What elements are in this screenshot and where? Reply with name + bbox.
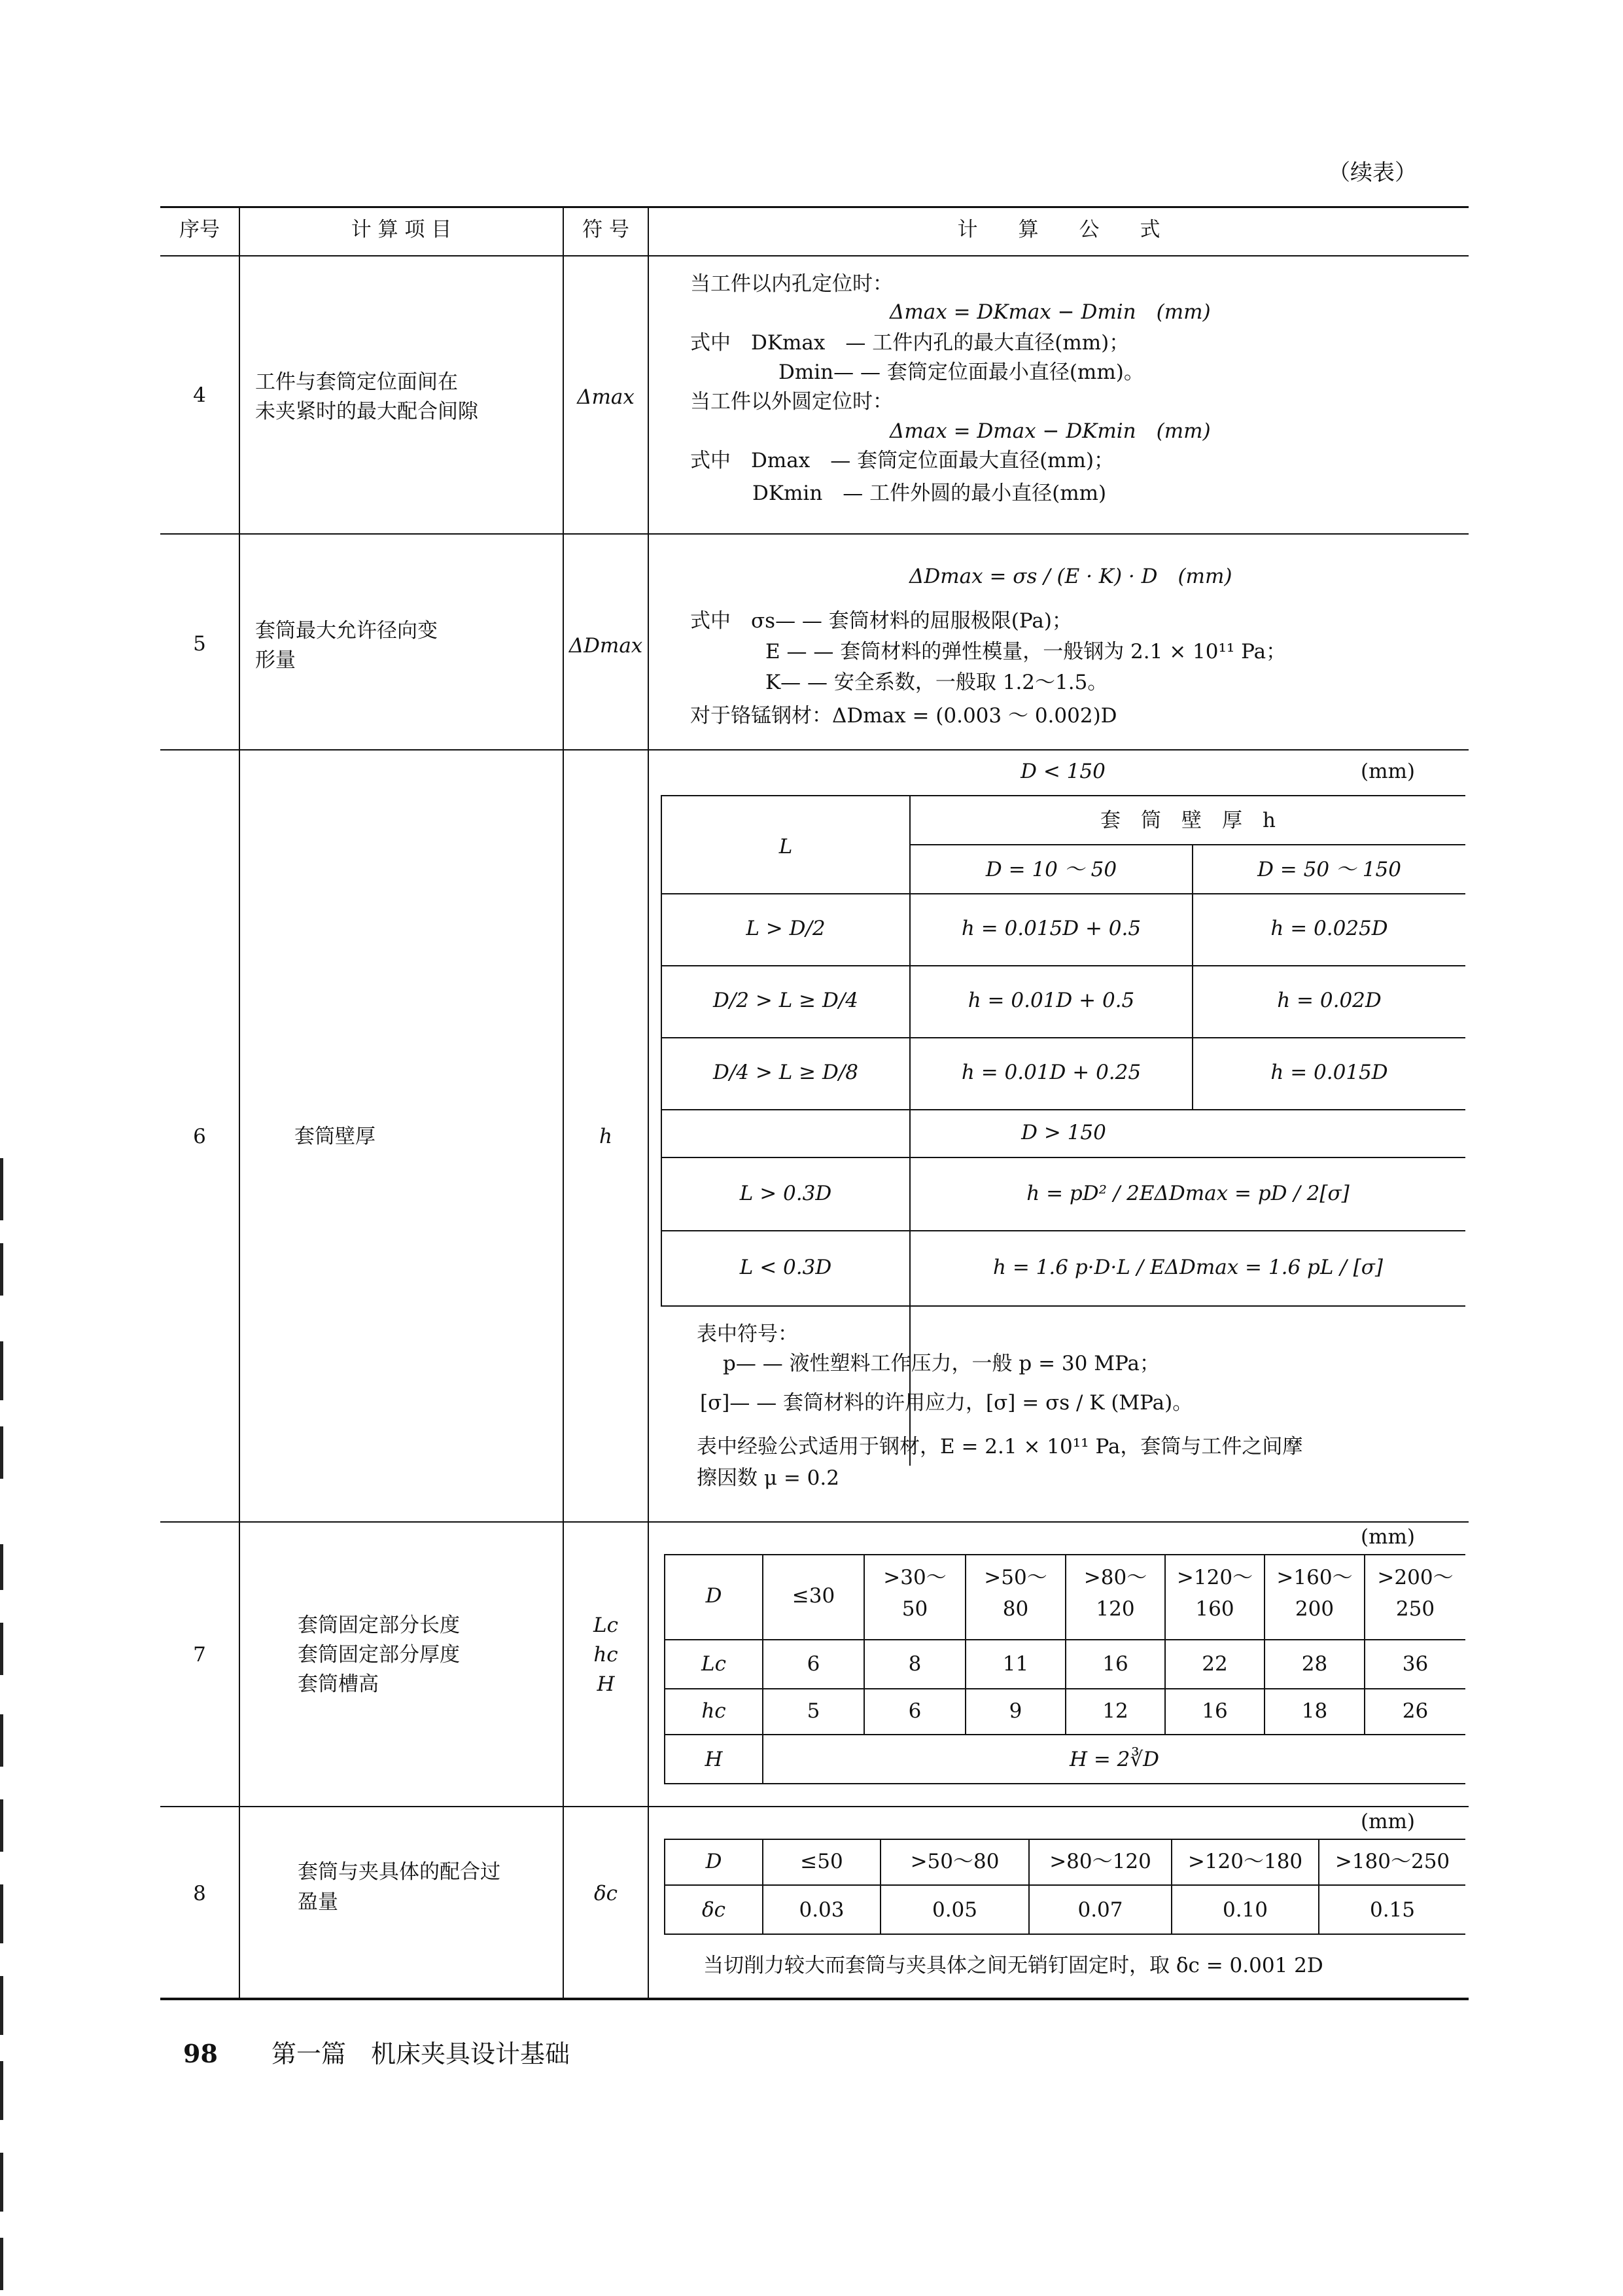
row5-main-formula: ΔDmax = σs / (E · K) · D (mm) <box>909 565 1232 588</box>
row4-line: 式中 DKmax — 工件内孔的最大直径(mm)； <box>690 331 1130 355</box>
d-label: D <box>705 1850 722 1873</box>
margin-mark <box>0 1799 3 1852</box>
table-bottom-rule <box>160 1998 1469 2000</box>
cond-cell: D/4 > L ≥ D/8 <box>713 1061 858 1084</box>
d-value: 50 <box>901 1597 928 1621</box>
row5-item-line1: 套筒最大允许径向变 <box>255 619 438 643</box>
margin-mark <box>0 1884 3 1943</box>
d-value: >50～80 <box>910 1850 1000 1873</box>
inner-rule <box>661 1230 1465 1231</box>
lc-value: 8 <box>908 1652 922 1676</box>
row5-item-line2: 形量 <box>255 648 296 672</box>
d-label: D <box>705 1584 722 1608</box>
margin-mark <box>0 1544 3 1590</box>
inner-rule <box>661 965 1465 966</box>
inner-rule <box>661 1157 1465 1158</box>
h-cell: h = 0.025D <box>1270 917 1388 940</box>
inner-rule <box>664 1884 1465 1886</box>
row-rule <box>160 533 1469 535</box>
d-value: >160～ <box>1276 1566 1353 1589</box>
delta-value: 0.03 <box>799 1898 845 1922</box>
margin-mark <box>0 2238 3 2290</box>
h-formula-cell: h = pD² / 2EΔDmax = pD / 2[σ] <box>1026 1182 1350 1205</box>
inner-rule <box>911 844 1465 845</box>
inner-rule <box>664 1734 1465 1735</box>
inner-rule <box>661 1305 1465 1307</box>
row6-small-title: D < 150 <box>1021 760 1106 783</box>
note-line: [σ]— — 套筒材料的许用应力，[σ] = σs / K (MPa)。 <box>700 1391 1193 1415</box>
row7-item-line: 套筒固定部分长度 <box>298 1614 460 1637</box>
row4-line: DKmin — 工件外圆的最小直径(mm) <box>752 482 1107 505</box>
margin-mark <box>0 2153 3 2212</box>
note-line: 表中经验公式适用于钢材，E = 2.1 × 10¹¹ Pa，套筒与工件之间摩 <box>697 1435 1303 1458</box>
lc-value: 16 <box>1102 1652 1128 1676</box>
row4-item-line2: 未夹紧时的最大配合间隙 <box>255 400 478 423</box>
lc-value: 36 <box>1402 1652 1429 1676</box>
note-line: 擦因数 μ = 0.2 <box>697 1466 839 1490</box>
lc-value: 6 <box>807 1652 820 1676</box>
delta-value: 0.10 <box>1222 1898 1268 1922</box>
d-value: 250 <box>1395 1597 1435 1621</box>
margin-mark <box>0 1623 3 1675</box>
margin-mark <box>0 1426 3 1479</box>
row7-item-line: 套筒槽高 <box>298 1672 379 1696</box>
delta-label: δc <box>701 1898 726 1922</box>
inner-rule <box>661 893 1465 894</box>
lc-value: 11 <box>1002 1652 1029 1676</box>
delta-value: 0.15 <box>1369 1898 1416 1922</box>
row8-item-line2: 盈量 <box>298 1890 338 1914</box>
row8-note: 当切削力较大而套筒与夹具体之间无销钉固定时，取 δc = 0.001 2D <box>703 1954 1323 1977</box>
row8-no: 8 <box>193 1882 206 1905</box>
hc-value: 12 <box>1102 1699 1128 1723</box>
col-divider <box>563 206 564 1999</box>
header-item: 计 算 项 目 <box>351 218 452 241</box>
row5-line: 式中 σs— — 套筒材料的屈服极限(Pa)； <box>690 609 1072 633</box>
h-cell: h = 0.01D + 0.5 <box>968 989 1135 1012</box>
row8-item-line1: 套筒与夹具体的配合过 <box>298 1860 500 1884</box>
cond-cell: L > 0.3D <box>739 1182 832 1205</box>
note-line: p— — 液性塑料工作压力，一般 p = 30 MPa； <box>723 1352 1160 1375</box>
row7-symbol: Lc <box>593 1614 618 1637</box>
d-value: ≤50 <box>800 1850 843 1873</box>
row-rule <box>160 749 1469 751</box>
inner-rule <box>664 1783 1465 1784</box>
lc-value: 28 <box>1301 1652 1328 1676</box>
table-top-rule <box>160 206 1469 208</box>
row6-large-title: D > 150 <box>1021 1121 1106 1144</box>
row6-symbol: h <box>599 1125 612 1148</box>
row4-no: 4 <box>193 383 206 407</box>
h-cell: h = 0.02D <box>1277 989 1382 1012</box>
row5-no: 5 <box>193 632 206 656</box>
hc-value: 9 <box>1009 1699 1022 1723</box>
h-cell: h = 0.015D + 0.5 <box>961 917 1142 940</box>
row-rule <box>160 1521 1469 1523</box>
hc-label: hc <box>701 1699 726 1723</box>
row4-line: 当工件以外圆定位时： <box>690 390 893 414</box>
hc-value: 5 <box>807 1699 820 1723</box>
margin-mark <box>0 1976 3 2035</box>
margin-mark <box>0 1341 3 1400</box>
d-value: >120～180 <box>1187 1850 1303 1873</box>
row4-line: Dmin— — 套筒定位面最小直径(mm)。 <box>778 361 1144 384</box>
row8-symbol: δc <box>593 1882 618 1905</box>
h-cell: h = 0.01D + 0.25 <box>961 1061 1142 1084</box>
h-formula: H = 2∛D <box>1069 1748 1160 1771</box>
col1-header: D = 10 ～ 50 <box>985 858 1117 881</box>
header-formula: 计 算 公 式 <box>957 218 1161 241</box>
row6-unit: (mm) <box>1361 760 1415 783</box>
hc-value: 16 <box>1202 1699 1228 1723</box>
continued-label: （续表） <box>1328 160 1417 186</box>
margin-mark <box>0 2061 3 2120</box>
row4-line: Δmax = Dmax − DKmin (mm) <box>890 419 1211 443</box>
hc-value: 26 <box>1402 1699 1429 1723</box>
d-value: >180～250 <box>1335 1850 1450 1873</box>
d-value: >80～ <box>1083 1566 1147 1589</box>
col-divider <box>648 206 649 1999</box>
d-value: ≤30 <box>792 1584 835 1608</box>
row6-no: 6 <box>193 1125 206 1148</box>
d-value: >30～ <box>883 1566 947 1589</box>
row-rule <box>160 1806 1469 1807</box>
inner-rule <box>661 1037 1465 1038</box>
row4-line: Δmax = DKmax − Dmin (mm) <box>890 300 1211 324</box>
row4-symbol: Δmax <box>577 385 635 409</box>
d-value: 80 <box>1002 1597 1029 1621</box>
margin-mark <box>0 1714 3 1767</box>
row7-symbol: hc <box>593 1643 618 1667</box>
header-no: 序号 <box>179 218 220 241</box>
inner-rule <box>664 1839 1465 1840</box>
d-value: >120～ <box>1176 1566 1253 1589</box>
col-divider <box>239 206 240 1999</box>
row4-line: 式中 Dmax — 套筒定位面最大直径(mm)； <box>690 449 1115 472</box>
h-formula-cell: h = 1.6 p·D·L / EΔDmax = 1.6 pL / [σ] <box>993 1256 1383 1279</box>
row8-unit: (mm) <box>1361 1810 1415 1833</box>
margin-mark <box>0 1158 3 1220</box>
header-symbol: 符 号 <box>582 218 629 241</box>
row5-symbol: ΔDmax <box>568 634 643 658</box>
note-line: 表中符号： <box>697 1322 798 1346</box>
d-value: 160 <box>1195 1597 1234 1621</box>
margin-mark <box>0 1243 3 1296</box>
d-value: >200～ <box>1377 1566 1454 1589</box>
row4-line: 当工件以内孔定位时： <box>690 272 893 296</box>
row6-item: 套筒壁厚 <box>294 1125 375 1148</box>
row5-line: 对于铬锰钢材：ΔDmax = (0.003 ～ 0.002)D <box>690 704 1117 728</box>
hc-value: 18 <box>1301 1699 1328 1723</box>
row5-line: K— — 安全系数，一般取 1.2～1.5。 <box>765 671 1108 694</box>
cond-cell: L > D/2 <box>746 917 826 940</box>
col2-header: D = 50 ～ 150 <box>1257 858 1401 881</box>
inner-col <box>661 795 662 1305</box>
wall-header: 套 筒 壁 厚 h <box>1100 809 1276 832</box>
header-rule <box>160 255 1469 256</box>
d-value: >80～120 <box>1049 1850 1151 1873</box>
inner-rule <box>661 795 1465 796</box>
page-number: 98 <box>183 2039 218 2068</box>
row7-item-line: 套筒固定部分厚度 <box>298 1643 460 1667</box>
d-value: 120 <box>1096 1597 1135 1621</box>
row7-unit: (mm) <box>1361 1525 1415 1549</box>
h-label: H <box>705 1748 723 1771</box>
inner-rule <box>661 1109 1465 1110</box>
l-header: L <box>778 835 793 858</box>
lc-value: 22 <box>1202 1652 1228 1676</box>
d-value: >50～ <box>984 1566 1047 1589</box>
delta-value: 0.05 <box>932 1898 978 1922</box>
row7-no: 7 <box>193 1643 206 1667</box>
chapter-title: 第一篇 机床夹具设计基础 <box>271 2040 570 2068</box>
delta-value: 0.07 <box>1077 1898 1123 1922</box>
hc-value: 6 <box>908 1699 922 1723</box>
row5-line: E — — 套筒材料的弹性模量，一般钢为 2.1 × 10¹¹ Pa； <box>765 640 1287 663</box>
cond-cell: D/2 > L ≥ D/4 <box>713 989 858 1012</box>
h-cell: h = 0.015D <box>1270 1061 1388 1084</box>
inner-rule <box>664 1934 1465 1935</box>
d-value: 200 <box>1295 1597 1335 1621</box>
row4-item-line1: 工件与套筒定位面间在 <box>255 370 458 394</box>
row7-symbol: H <box>597 1672 615 1696</box>
lc-label: Lc <box>701 1652 726 1676</box>
cond-cell: L < 0.3D <box>739 1256 832 1279</box>
